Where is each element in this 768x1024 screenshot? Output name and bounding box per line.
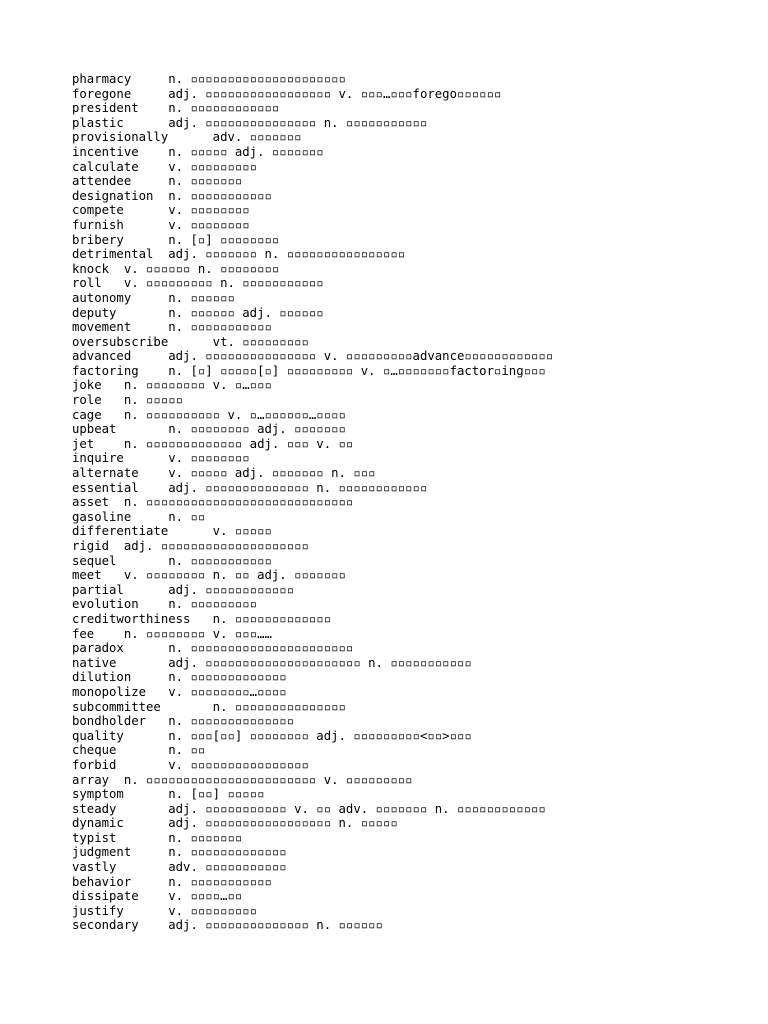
vocabulary-entry: creditworthiness n. ▫▫▫▫▫▫▫▫▫▫▫▫▫ — [72, 611, 332, 626]
vocabulary-entry: detrimental adj. ▫▫▫▫▫▫▫ n. ▫▫▫▫▫▫▫▫▫▫▫▫▫▫▫▫ — [72, 247, 406, 262]
vocabulary-entry: president n. ▫▫▫▫▫▫▫▫▫▫▫▫ — [72, 101, 280, 116]
vocabulary-entry: pharmacy n. ▫▫▫▫▫▫▫▫▫▫▫▫▫▫▫▫▫▫▫▫▫ — [72, 72, 346, 86]
vocabulary-entry: asset n. ▫▫▫▫▫▫▫▫▫▫▫▫▫▫▫▫▫▫▫▫▫▫▫▫▫▫▫▫ — [72, 495, 354, 510]
vocabulary-list — [72, 72, 553, 933]
vocabulary-entry: vastly adv. ▫▫▫▫▫▫▫▫▫▫▫ — [72, 860, 287, 875]
vocabulary-entry: gasoline n. ▫▫ — [72, 509, 206, 524]
vocabulary-entry: oversubscribe vt. ▫▫▫▫▫▫▫▫▫ — [72, 334, 309, 349]
vocabulary-entry: plastic adj. ▫▫▫▫▫▫▫▫▫▫▫▫▫▫▫ n. ▫▫▫▫▫▫▫▫▫▫▫ — [72, 115, 428, 130]
vocabulary-entry: monopolize v. ▫▫▫▫▫▫▫▫…▫▫▫▫ — [72, 684, 287, 699]
vocabulary-entry: cheque n. ▫▫ — [72, 743, 206, 758]
vocabulary-entry: upbeat n. ▫▫▫▫▫▫▫▫ adj. ▫▫▫▫▫▫▫ — [72, 422, 346, 437]
vocabulary-entry: steady adj. ▫▫▫▫▫▫▫▫▫▫▫ v. ▫▫ adv. ▫▫▫▫▫▫▫ n. ▫▫▫▫▫▫▫▫▫▫▫▫ — [72, 801, 546, 816]
vocabulary-entry: quality n. ▫▫▫[▫▫] ▫▫▫▫▫▫▫▫ adj. ▫▫▫▫▫▫▫▫▫<▫▫>▫▫▫ — [72, 728, 472, 743]
vocabulary-entry: factoring n. [▫] ▫▫▫▫▫[▫] ▫▫▫▫▫▫▫▫▫ v. ▫…▫▫▫▫▫▫▫factor▫ing▫▫▫ — [72, 363, 546, 378]
vocabulary-entry: alternate v. ▫▫▫▫▫ adj. ▫▫▫▫▫▫▫ n. ▫▫▫ — [72, 466, 376, 481]
vocabulary-entry: deputy n. ▫▫▫▫▫▫ adj. ▫▫▫▫▫▫ — [72, 305, 324, 320]
vocabulary-entry: dilution n. ▫▫▫▫▫▫▫▫▫▫▫▫▫ — [72, 670, 287, 685]
vocabulary-entry: furnish v. ▫▫▫▫▫▫▫▫ — [72, 217, 250, 232]
vocabulary-entry: dissipate v. ▫▫▫▫…▫▫ — [72, 889, 243, 904]
vocabulary-entry: autonomy n. ▫▫▫▫▫▫ — [72, 290, 235, 305]
vocabulary-entry: meet v. ▫▫▫▫▫▫▫▫ n. ▫▫ adj. ▫▫▫▫▫▫▫ — [72, 568, 346, 583]
vocabulary-entry: incentive n. ▫▫▫▫▫ adj. ▫▫▫▫▫▫▫ — [72, 144, 324, 159]
vocabulary-entry: knock v. ▫▫▫▫▫▫ n. ▫▫▫▫▫▫▫▫ — [72, 261, 280, 276]
vocabulary-entry: subcommittee n. ▫▫▫▫▫▫▫▫▫▫▫▫▫▫▫ — [72, 699, 346, 714]
vocabulary-entry: advanced adj. ▫▫▫▫▫▫▫▫▫▫▫▫▫▫▫ v. ▫▫▫▫▫▫▫▫▫advance▫▫▫▫▫▫▫▫▫▫▫▫ — [72, 349, 554, 364]
vocabulary-entry: array n. ▫▫▫▫▫▫▫▫▫▫▫▫▫▫▫▫▫▫▫▫▫▫▫ v. ▫▫▫▫▫▫▫▫▫ — [72, 772, 413, 787]
vocabulary-entry: movement n. ▫▫▫▫▫▫▫▫▫▫▫ — [72, 320, 272, 335]
vocabulary-entry: fee n. ▫▫▫▫▫▫▫▫ v. ▫▫▫…… — [72, 626, 272, 641]
vocabulary-entry: attendee n. ▫▫▫▫▫▫▫ — [72, 174, 243, 189]
vocabulary-entry: bondholder n. ▫▫▫▫▫▫▫▫▫▫▫▫▫▫ — [72, 714, 295, 729]
vocabulary-entry: roll v. ▫▫▫▫▫▫▫▫▫ n. ▫▫▫▫▫▫▫▫▫▫▫ — [72, 276, 324, 291]
vocabulary-entry: jet n. ▫▫▫▫▫▫▫▫▫▫▫▫▫ adj. ▫▫▫ v. ▫▫ — [72, 436, 354, 451]
vocabulary-entry: rigid adj. ▫▫▫▫▫▫▫▫▫▫▫▫▫▫▫▫▫▫▫▫ — [72, 539, 309, 553]
vocabulary-entry: designation n. ▫▫▫▫▫▫▫▫▫▫▫ — [72, 188, 272, 203]
vocabulary-entry: forbid v. ▫▫▫▫▫▫▫▫▫▫▫▫▫▫▫▫ — [72, 757, 309, 772]
vocabulary-entry: evolution n. ▫▫▫▫▫▫▫▫▫ — [72, 597, 258, 612]
vocabulary-entry: paradox n. ▫▫▫▫▫▫▫▫▫▫▫▫▫▫▫▫▫▫▫▫▫▫ — [72, 641, 354, 656]
vocabulary-entry: foregone adj. ▫▫▫▫▫▫▫▫▫▫▫▫▫▫▫▫▫ v. ▫▫▫…▫▫▫forego▫▫▫▫▫▫ — [72, 86, 502, 101]
vocabulary-entry: sequel n. ▫▫▫▫▫▫▫▫▫▫▫ — [72, 553, 272, 568]
vocabulary-entry: role n. ▫▫▫▫▫ — [72, 393, 184, 408]
vocabulary-entry: calculate v. ▫▫▫▫▫▫▫▫▫ — [72, 159, 258, 174]
vocabulary-entry: typist n. ▫▫▫▫▫▫▫ — [72, 830, 243, 845]
vocabulary-entry: compete v. ▫▫▫▫▫▫▫▫ — [72, 203, 250, 218]
vocabulary-entry: dynamic adj. ▫▫▫▫▫▫▫▫▫▫▫▫▫▫▫▫▫ n. ▫▫▫▫▫ — [72, 816, 398, 831]
vocabulary-entry: differentiate v. ▫▫▫▫▫ — [72, 524, 272, 539]
vocabulary-entry: symptom n. [▫▫] ▫▫▫▫▫ — [72, 787, 265, 802]
vocabulary-entry: joke n. ▫▫▫▫▫▫▫▫ v. ▫…▫▫▫ — [72, 378, 272, 393]
vocabulary-entry: secondary adj. ▫▫▫▫▫▫▫▫▫▫▫▫▫▫ n. ▫▫▫▫▫▫ — [72, 918, 383, 933]
vocabulary-entry: inquire v. ▫▫▫▫▫▫▫▫ — [72, 451, 250, 466]
vocabulary-entry: native adj. ▫▫▫▫▫▫▫▫▫▫▫▫▫▫▫▫▫▫▫▫▫ n. ▫▫▫▫▫▫▫▫▫▫▫ — [72, 655, 472, 670]
vocabulary-entry: partial adj. ▫▫▫▫▫▫▫▫▫▫▫▫ — [72, 582, 295, 597]
vocabulary-entry: justify v. ▫▫▫▫▫▫▫▫▫ — [72, 903, 258, 918]
vocabulary-entry: provisionally adv. ▫▫▫▫▫▫▫ — [72, 130, 302, 145]
vocabulary-entry: cage n. ▫▫▫▫▫▫▫▫▫▫ v. ▫…▫▫▫▫▫▫…▫▫▫▫ — [72, 407, 346, 422]
vocabulary-entry: judgment n. ▫▫▫▫▫▫▫▫▫▫▫▫▫ — [72, 845, 287, 860]
vocabulary-entry: essential adj. ▫▫▫▫▫▫▫▫▫▫▫▫▫▫ n. ▫▫▫▫▫▫▫▫▫▫▫▫ — [72, 480, 428, 495]
vocabulary-entry: behavior n. ▫▫▫▫▫▫▫▫▫▫▫ — [72, 874, 272, 889]
vocabulary-entry: bribery n. [▫] ▫▫▫▫▫▫▫▫ — [72, 232, 280, 247]
